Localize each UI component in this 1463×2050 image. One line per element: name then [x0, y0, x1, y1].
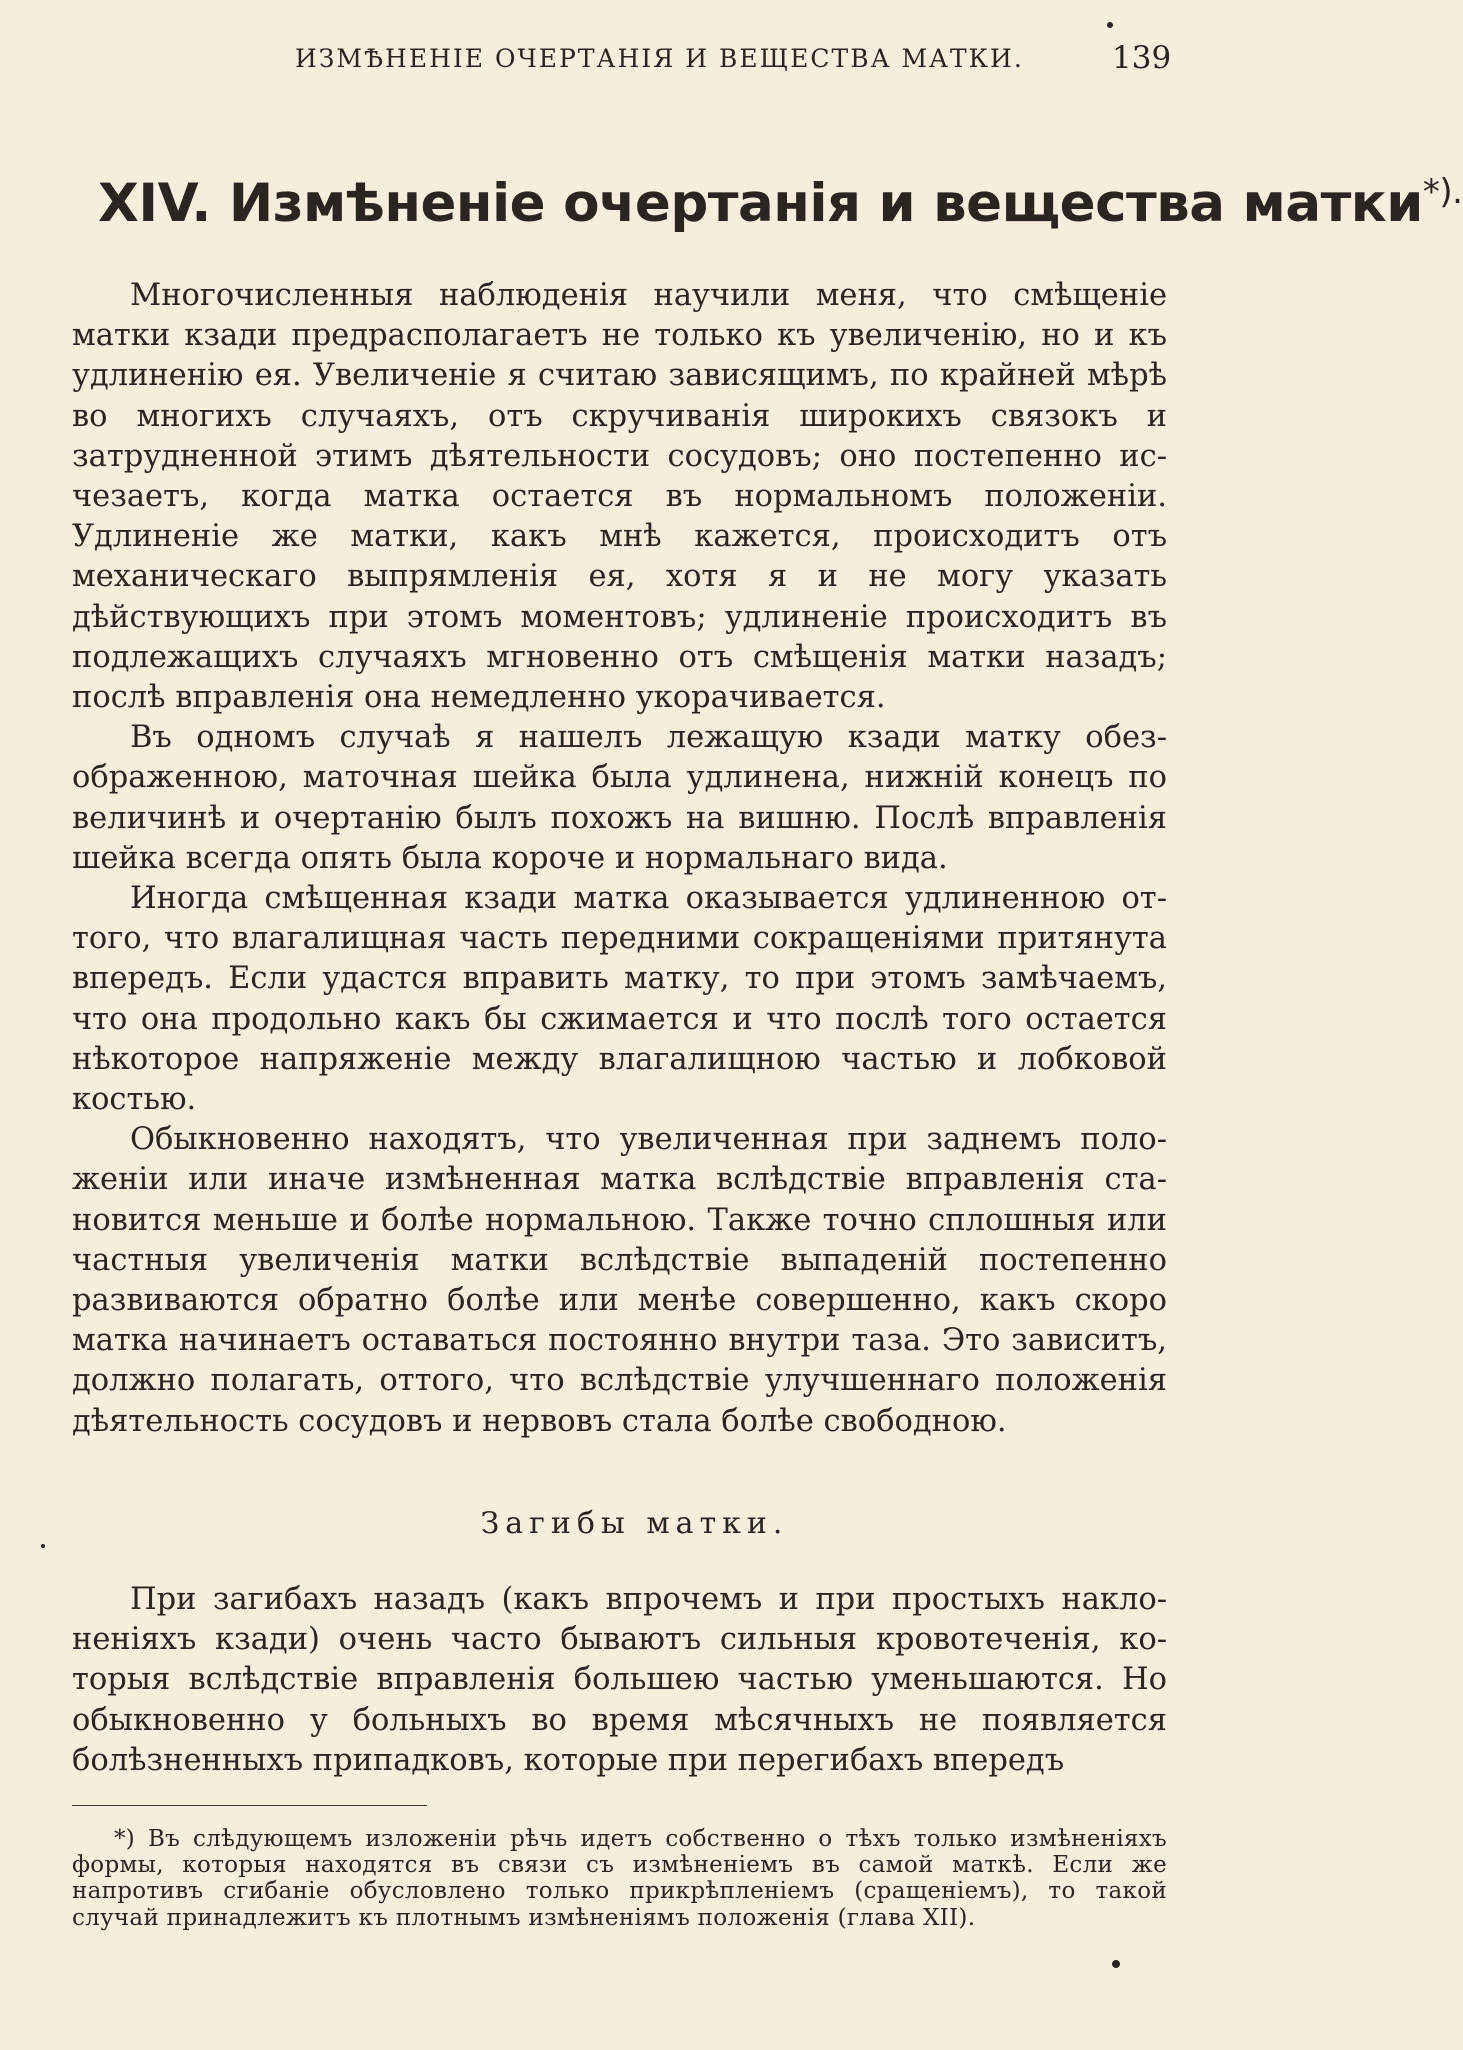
section-body-text [72, 1580, 1167, 1781]
footnote-marker: *). [1422, 172, 1463, 212]
paragraph-1: Многочисленныя наблюденія научили меня, что смѣщеніе матки кзади предрасполагаетъ не только къ увеличенію, но и къ удлиненію ея. Увеличеніе я считаю зависящимъ, по крайней мѣрѣ во многихъ случаяхъ, отъ скручиванія широкихъ связокъ и затрудненной этимъ дѣятельности сосудовъ; оно постепенно исчезаетъ, когда матка остается въ нормальномъ положеніи. Удлиненіе же матки, какъ мнѣ кажется, происходитъ отъ механическаго выпрямленія ея, хотя я и не могу указать дѣйствующихъ при этомъ моментовъ; удлиненіе происходитъ въ подлежащихъ случаяхъ мгновенно отъ смѣщенія матки назадъ; послѣ вправленія она немедленно укорачивается. [72, 278, 1167, 716]
section-heading: Загибы матки. [480, 1506, 789, 1541]
running-header: ИЗМѢНЕНІЕ ОЧЕРТАНІЯ И ВЕЩЕСТВА МАТКИ. [295, 44, 1024, 73]
footnote: *) Въ слѣдующемъ изложеніи рѣчь идетъ собственно о тѣхъ только измѣненіяхъ формы, которыя находятся въ связи съ измѣненіемъ въ самой маткѣ. Если же напротивъ сгибаніе обусловлено только прикрѣпленіемъ (сращеніемъ), то такой случай принадлежитъ къ плотнымъ измѣненіямъ положенія (глава XII). [72, 1826, 1167, 1931]
chapter-title-text: XIV. Измѣненіе очертанія и вещества матки [98, 173, 1423, 234]
body-text [72, 276, 1167, 1442]
print-speck [1107, 22, 1113, 28]
paragraph-3: Иногда смѣщенная кзади матка оказывается удлиненною оттого, что влагалищная часть передними сокращеніями притянута впередъ. Если удастся вправить матку, то при этомъ замѣчаемъ, что она продольно какъ бы сжимается и что послѣ того остается нѣкоторое напряженіе между влагалищною частью и лобковой костью. [72, 881, 1167, 1118]
paragraph-4: Обыкновенно находятъ, что увеличенная при заднемъ положеніи или иначе измѣненная матка вслѣдствіе вправленія становится меньше и болѣе нормальною. Также точно сплошныя или частныя увеличенія матки вслѣдствіе выпаденій постепенно развиваются обратно болѣе или менѣе совершенно, какъ скоро матка начинаетъ оставаться постоянно внутри таза. Это зависитъ, должно полагать, оттого, что вслѣдствіе улучшеннаго положенія дѣятельность сосудовъ и нервовъ стала болѣе свободною. [72, 1122, 1167, 1439]
print-speck [1112, 1960, 1120, 1968]
page-number: 139 [1112, 40, 1172, 76]
footnote-divider [72, 1805, 427, 1806]
chapter-title [98, 172, 1463, 234]
paragraph-2: Въ одномъ случаѣ я нашелъ лежащую кзади матку обезображенною, маточная шейка была удлинена, нижній конецъ по величинѣ и очертанію былъ похожъ на вишню. Послѣ вправленія шейка всегда опять была короче и нормальнаго вида. [72, 720, 1167, 876]
print-speck [41, 1544, 45, 1548]
section-paragraph: При загибахъ назадъ (какъ впрочемъ и при простыхъ наклоненіяхъ кзади) очень часто бываютъ сильныя кровотеченія, которыя вслѣдствіе вправленія большею частью уменьшаются. Но обыкновенно у больныхъ во время мѣсячныхъ не появляется болѣзненныхъ припадковъ, которые при перегибахъ впередъ [72, 1582, 1167, 1778]
